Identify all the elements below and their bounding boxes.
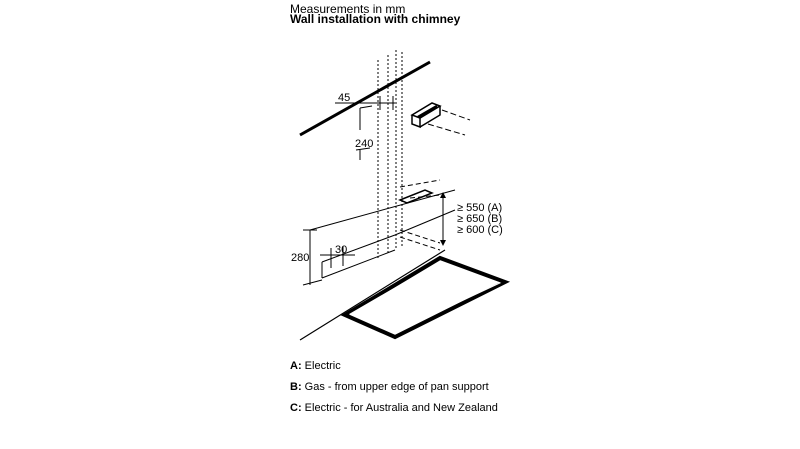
dimension-45-label: 45	[338, 92, 351, 104]
legend-item-b	[290, 381, 489, 394]
bracket-screw-line	[442, 110, 470, 120]
dimension-30-label: 30	[335, 244, 348, 256]
clearance-b-label: ≥ 650 (B)	[457, 213, 503, 225]
bracket-screw-line	[428, 124, 465, 135]
wall-bracket	[412, 103, 440, 127]
legend-text-a: Electric	[301, 360, 341, 372]
lower-bracket-line	[400, 237, 440, 250]
dimension-tick	[303, 280, 322, 285]
legend-item-a	[290, 360, 341, 373]
ceiling-line	[300, 62, 430, 135]
legend-key-b: B:	[290, 381, 302, 393]
legend-text-c: Electric - for Australia and New Zealand	[301, 402, 498, 414]
clearance-a-label: ≥ 550 (A)	[457, 202, 503, 214]
legend-text-b: Gas - from upper edge of pan support	[301, 381, 489, 393]
dimension-240-label: 240	[355, 138, 374, 150]
hood-canopy	[310, 190, 455, 278]
legend-item-c	[290, 402, 498, 415]
dimension-280-label: 280	[291, 252, 310, 264]
legend-key-a: A:	[290, 360, 302, 372]
dimension-line-240	[360, 106, 372, 108]
lower-bracket-line	[400, 230, 440, 243]
clearance-c-label: ≥ 600 (C)	[457, 224, 503, 236]
diagram-subtitle: Measurements in mm	[290, 2, 406, 16]
chimney-outline	[378, 50, 402, 260]
diagram-title: Wall installation with chimney	[290, 12, 461, 26]
legend-key-c: C:	[290, 402, 302, 414]
